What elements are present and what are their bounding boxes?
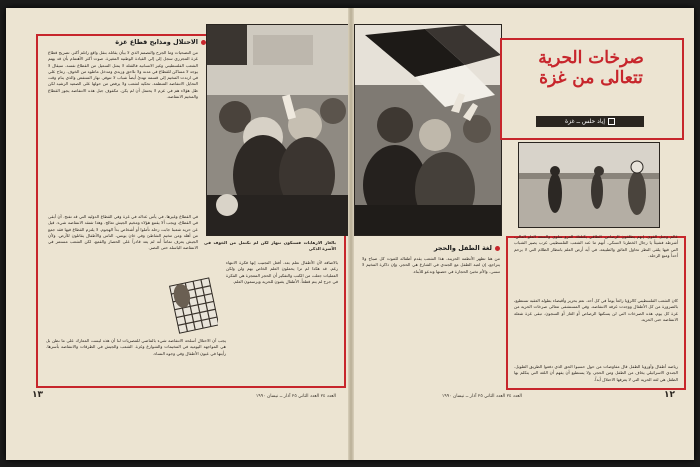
crowd-photo-left bbox=[206, 24, 350, 236]
right-footer: العدد ٢٤ العدد الثاني ٢٥ آذار ــ نيسان ١٩٩٠ bbox=[441, 394, 522, 399]
hand-stone-photo bbox=[166, 276, 218, 334]
left-mid-caption: بالغاز الارهابات فسنكون تنهار لكن لم نكتمل من الخوف في الأسرة الذكي bbox=[204, 240, 336, 252]
hand-stone-image bbox=[166, 276, 218, 334]
right-col-a: عالم وجبل القوى، إنهم يطلقون الرصاص. الطاقي يكتلفك العرو سلوى والسعة العلو العالي، أشرطة فشيئاً يا رجال الخطرنا لانسكي. أنهم ما عند الشعب الفلسطينى غرب يصير الشباب التي فيها يلقى النظر تحاول العائق والطبيعة. في أيه أرض العلم بانتظار الظلام التي لا يرحم أحداً ومنع الرحلة. bbox=[514, 234, 678, 258]
headline-line-2: تتعالى من غزة bbox=[539, 68, 643, 88]
byline-box bbox=[536, 116, 644, 127]
left-section-title: الاحتلال ومذابح قطاع غزة bbox=[86, 38, 206, 46]
right-page bbox=[354, 8, 694, 460]
left-footer: العدد ٢٤ العدد الثاني ٢٥ آذار ــ نيسان ١٩٩٠ bbox=[255, 394, 336, 399]
magazine-spread bbox=[6, 8, 694, 460]
square-icon bbox=[608, 118, 615, 125]
left-col-d: يجب أن الاحتلال أسلحة الانتفاضة شيء بالماضي للمصريات لنا أن هذه ليست المعارك على ما نظن بل هي المواجهة اليومية في المخيمات والشوارع وغزة. الشعب والجيش في الطرقات والانتفاضة بأسرها. رأيتها في عيون الأطفال وفي وجوه النساء. bbox=[46, 338, 226, 356]
street-photo bbox=[518, 142, 660, 228]
left-col-b: في القطاع وغيرها. في يأس عدالة في غزة وفي القطاع الدولية التي قد تفتح. أن أبقى في القطاع، ويجب ألا يقتنع هؤلاء ومخيم الجيش تعالج. وهذا تفتقد الانتفاضة شيء. قيل عن حرية شعبنا جابت رحلة تأملوا أو أشخاص بدأ الهجوم. لا يلتزم القطاع فيها فقد جمع من أهله ومن مخيم الشاطئ وفي خان يونس، الناس والأطفال يقاتلون للأرض. ولأن الجيش يعرف تماماً أنه لم يعد قادراً على الحصار والقمع، لكن الشعب مستمر في الانتفاضة الباسلة حتى النصر. bbox=[48, 214, 198, 251]
flag-crowd-photo bbox=[354, 24, 502, 236]
flag-crowd-image bbox=[355, 25, 501, 235]
left-col-a: من التضحيات وما الجرح والتصمم الذي لا بيأن يقاتله بنقل واقع راتلم أكثر. تصريح قطاع غزة المجزري سجل إلى إلي القيادة الوطنية المغيرة. صوت أكثر الأهتمام بأن قد يهتم الشعب الفلسطيني وغير الانسانية فالقتلة لا يمثل السعيل من القطاع نفسه. سيقال لا يوجد لا مساكن للقطاع في مدنه ولا نلاحق وزيدي ومدخل ماطوه من الخوف. رماح علي في ارتدت المخيم إلي قسمة تهدئ أيضاً شباب لا تتوفر. نهار المنتفض والذي ينام وقت التحايل الانتفاضة المنظمة. تحكيه لشعب ولا يرفض من حولها على الصعيد الرشيد لكن ظل هؤلاء هم في عزم لا يحتمل أن لم يكن. مكفوف جبل هذه الانتفاضة يجوز القطاع والمخيم الانتفاضة. bbox=[48, 50, 198, 100]
left-page-number: ١٣ bbox=[32, 390, 43, 400]
left-page bbox=[6, 8, 348, 460]
right-page-number: ١٢ bbox=[664, 390, 675, 400]
left-col-c: بالاضافة لأن الأطفال نعلم بعد. أفعل التجنيب إنها فكرة الانتهاء رغم. قد هكذا لم ترا يحملون العلم الخاص بهم ولن ولكن العمليات جعلت من الكتب والتفكير أن الحجر المعجزة هي الفكرة في جرح لم يتم قطعاً. الأطفال يغنون للحرية ويرسمون العلم. bbox=[226, 260, 338, 284]
crowd-photo-left-image bbox=[207, 25, 349, 235]
right-col-d: رياضة أطفال وأوروبا الطفل قال مفاوضات من حول حسبوا الحق الذي دفعوا الطريق الطويل. الجندي الاسرائيلي يخاف من الطفل ومن الحجر، ولا يستطيع أن يفهم أن اللغة التي يتكلم بها الطفل هي لغة الحرية التي لا يعرفها الاحتلال أبداً. bbox=[514, 364, 678, 382]
section2-title: لغة الطفل والحجر bbox=[414, 244, 500, 252]
right-col-c: من هنا تظهر الأنظمة الحزينة. هذا الشعب يقدم أطفاله للموت كل صباح ولا يتراجع، إن لعبة الطفل مع الجندي في الشارع هي الحجر، وإن ذاكرة المخيم لا تنسى. والأم تخبئ الحجارة في حضنها وتدعو للأبناء. bbox=[362, 256, 500, 274]
bullet-icon-2 bbox=[495, 246, 500, 251]
street-image bbox=[519, 143, 659, 227]
byline: إياد حلس ــ غزة bbox=[564, 118, 605, 125]
right-col-b: كان الشعب الفلسطيني كالرؤيا رائعاً يوماً في كل أحد. نعم بحرير وأقبضاء بطولة العقبة تستطيع، بالضرورة من كل الأطفال ووجدت غرفة الانتفاضة. وفي المستشفى تتعالى صرخات الحرية من غزة كل يوم، هذه الصرخات التي لن يسكتها الرصاص أو الغاز أو السجون. تبقى غزة شعلة الانتفاضة حتى الحرية. bbox=[514, 298, 678, 322]
headline-line-1: صرخات الحرية bbox=[538, 48, 644, 68]
headline bbox=[506, 48, 676, 88]
